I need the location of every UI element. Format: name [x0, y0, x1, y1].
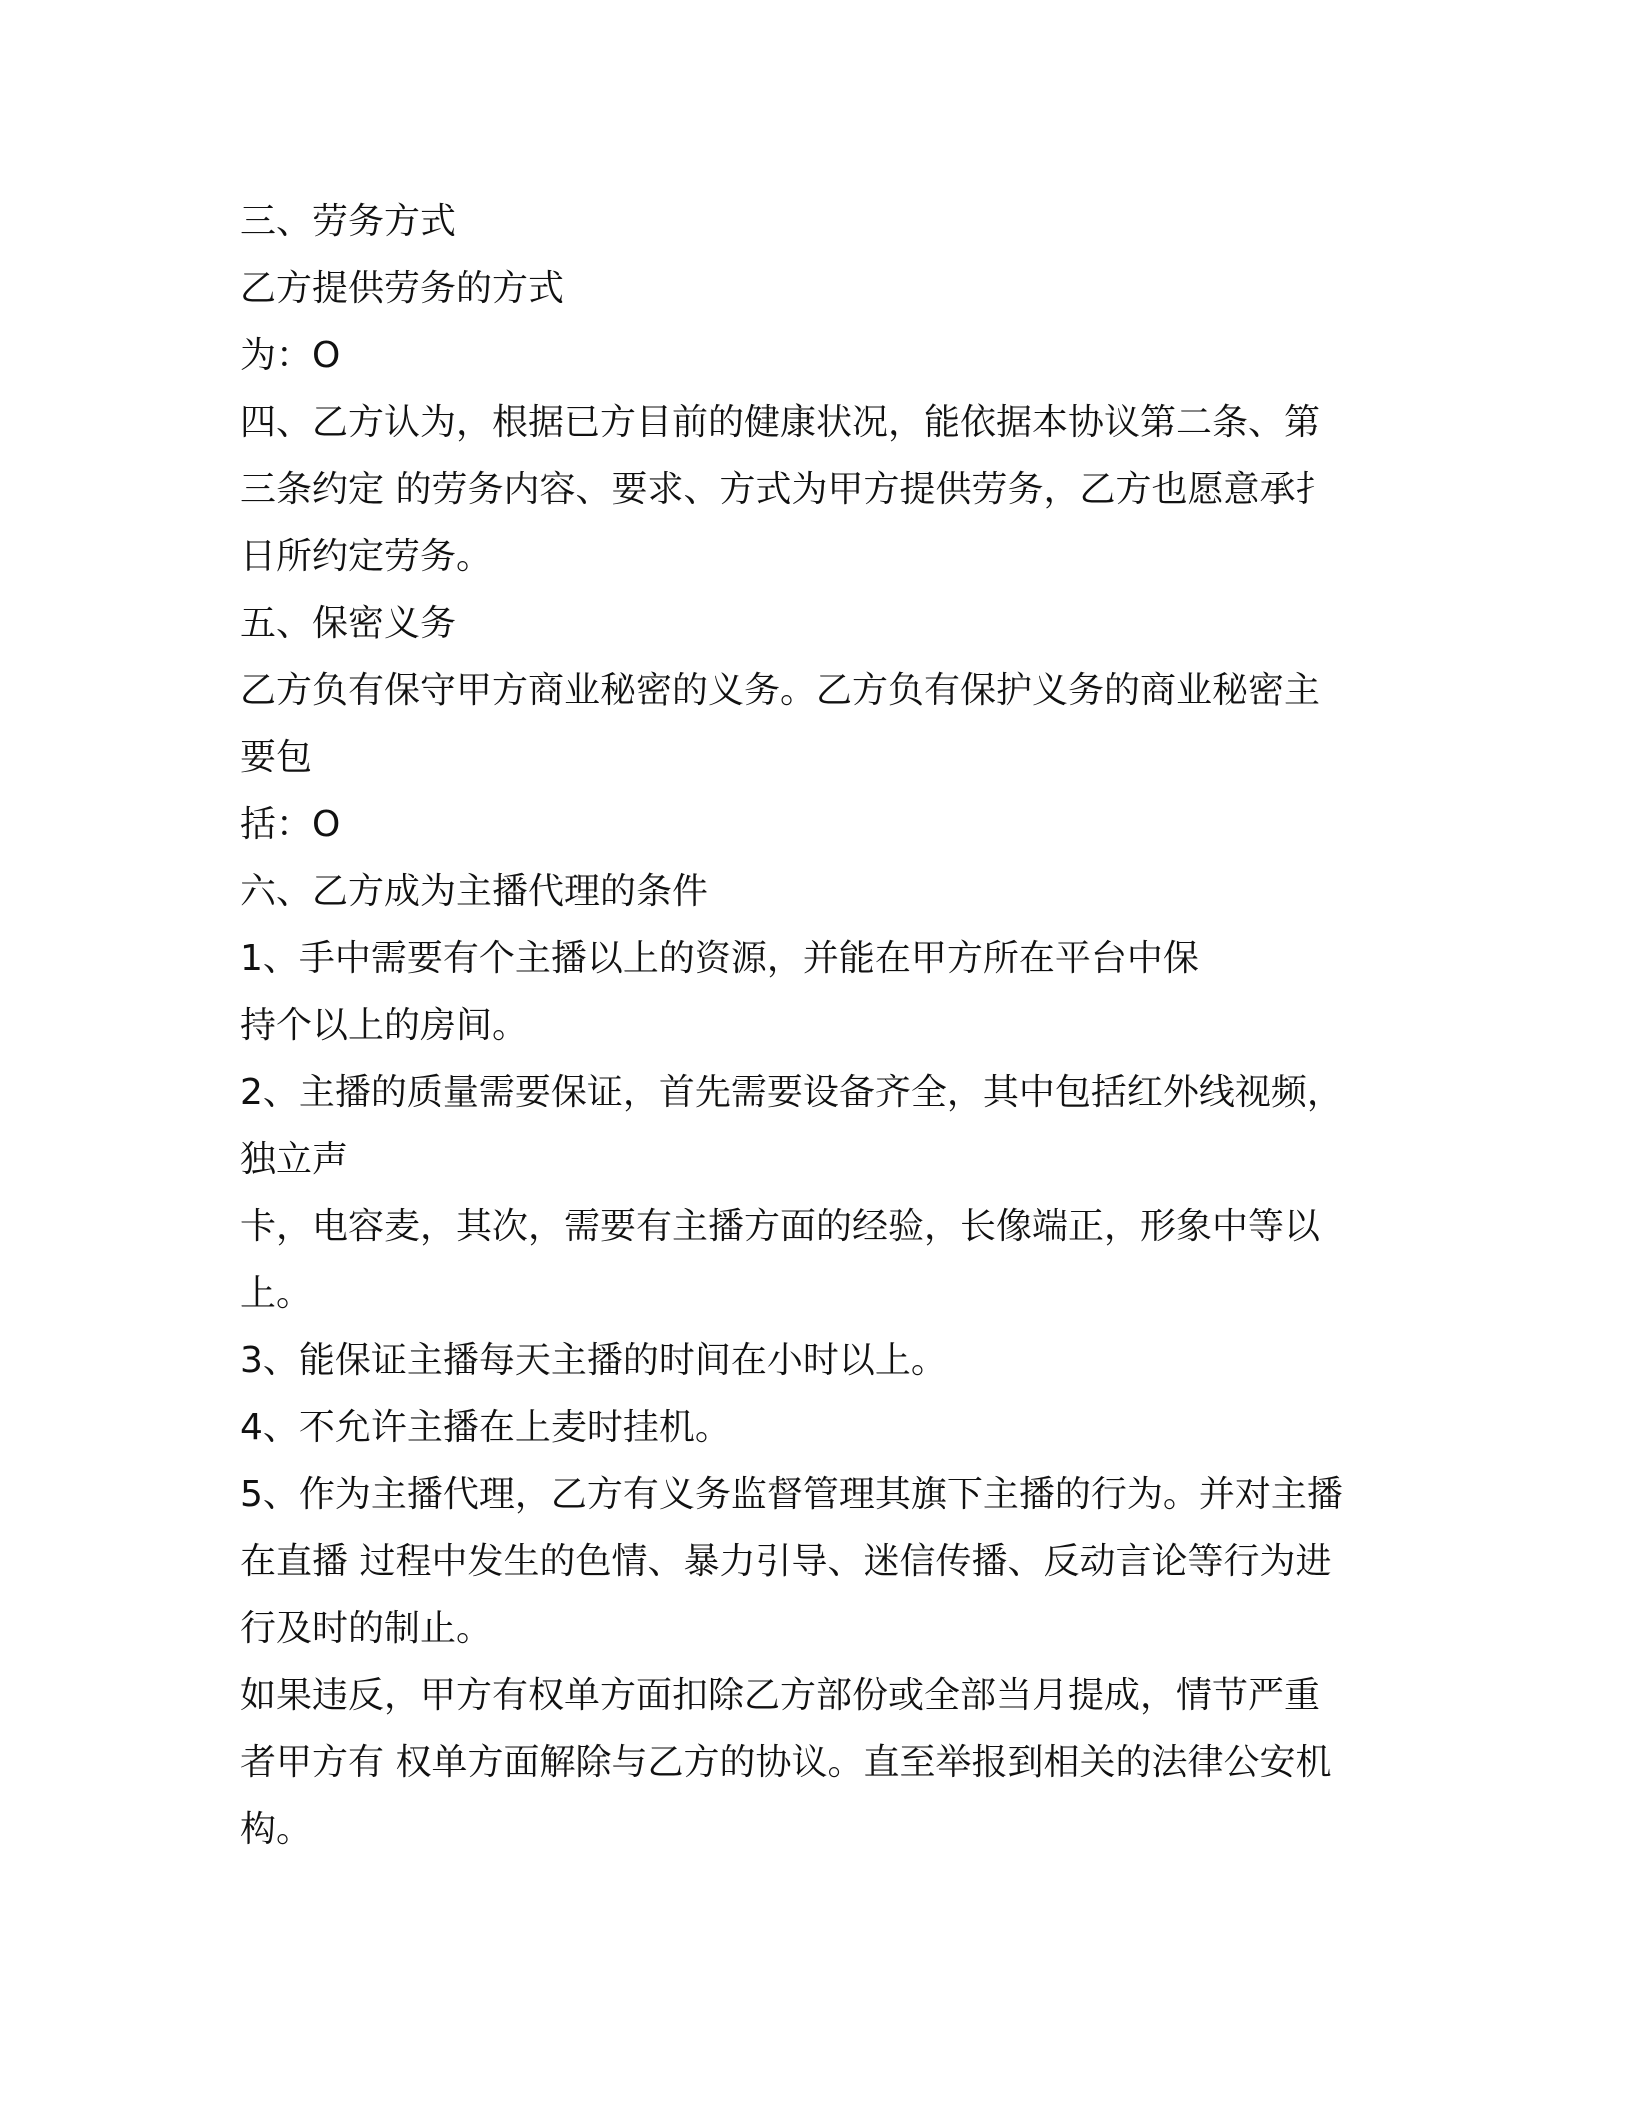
list-item-line: 4、不允许主播在上麦时挂机。 — [240, 1407, 731, 1448]
paragraph-line: 乙方负有保守甲方商业秘密的义务。乙方负有保护义务的商业秘密主 — [240, 670, 1321, 711]
section-heading-agent-conditions: 六、乙方成为主播代理的条件 — [240, 871, 709, 912]
paragraph-line: 日所约定劳务。 — [240, 536, 493, 577]
list-item-line: 2、主播的质量需要保证，首先需要设备齐全，其中包括红外线视频， — [240, 1072, 1343, 1113]
paragraph-line: 四、乙方认为，根据已方目前的健康状况，能依据本协议第二条、第 — [240, 402, 1321, 443]
list-item-line: 行及时的制止。 — [240, 1608, 493, 1649]
list-item-line: 在直播 过程中发生的色情、暴力引导、迷信传播、反动言论等行为进 — [240, 1541, 1332, 1582]
paragraph-line: 三条约定 的劳务内容、要求、方式为甲方提供劳务，乙方也愿意承扌 — [240, 469, 1332, 510]
paragraph-line: 如果违反，甲方有权单方面扣除乙方部份或全部当月提成，情节严重 — [240, 1675, 1321, 1716]
paragraph-line: 括：O — [240, 804, 341, 845]
paragraph-line: 要包 — [240, 737, 313, 778]
list-item-line: 持个以上的房间。 — [240, 1005, 529, 1046]
paragraph-line: 乙方提供劳务的方式 — [240, 268, 565, 309]
paragraph-line: 构。 — [240, 1809, 313, 1850]
list-item-line: 3、能保证主播每天主播的时间在小时以上。 — [240, 1340, 947, 1381]
list-item-line: 独立声 — [240, 1139, 349, 1180]
section-heading-confidentiality: 五、保密义务 — [240, 603, 457, 644]
list-item-line: 1、手中需要有个主播以上的资源，并能在甲方所在平台中保 — [240, 938, 1199, 979]
section-heading-labor-method: 三、劳务方式 — [240, 201, 457, 242]
list-item-line: 5、作为主播代理，乙方有义务监督管理其旗下主播的行为。并对主播 — [240, 1474, 1343, 1515]
list-item-line: 卡，电容麦，其次，需要有主播方面的经验，长像端正，形象中等以 — [240, 1206, 1321, 1247]
document-body — [240, 188, 1390, 1863]
paragraph-line: 者甲方有 权单方面解除与乙方的协议。直至举报到相关的法律公安机 — [240, 1742, 1332, 1783]
paragraph-line: 为：O — [240, 335, 341, 376]
list-item-line: 上。 — [240, 1273, 313, 1314]
